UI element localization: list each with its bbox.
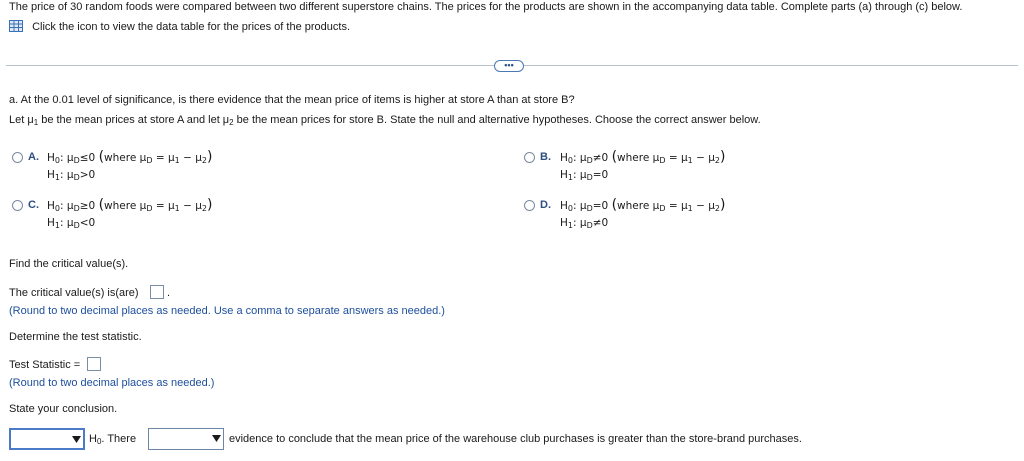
data-table-icon[interactable] (9, 20, 23, 32)
option-d-letter[interactable]: D. (540, 199, 551, 211)
part-a-instruction: Let $\mu_1$ be the mean prices at store A and let $\mu_2$ be the mean prices for store B. State the null and alternative hypotheses. Choose the correct answer below. (9, 114, 761, 127)
option-c-h1[interactable]: $H_1$: $\mu_D<0$ (47, 217, 96, 230)
part-a-question: a. At the 0.01 level of significance, is there evidence that the mean price of items is higher at store A than at store B? (9, 94, 575, 106)
option-c-radio[interactable] (12, 200, 23, 211)
option-d-h0[interactable]: $H_0$: $\mu_D=0$ (where $\mu_D = \mu_1 - \mu_2$) (560, 197, 726, 213)
test-stat-prompt: Determine the test statistic. (9, 331, 142, 343)
option-a-letter[interactable]: A. (28, 151, 39, 163)
critical-suffix: . (167, 287, 171, 299)
reject-decision-dropdown[interactable] (9, 428, 85, 450)
option-a-h0[interactable]: $H_0$: $\mu_D\le 0$ (where $\mu_D = \mu_1 - \mu_2$) (47, 149, 213, 165)
expand-button[interactable]: ••• (494, 60, 524, 72)
evidence-dropdown[interactable] (148, 428, 224, 450)
option-a-h1[interactable]: $H_1$: $\mu_D>0$ (47, 169, 96, 182)
option-c-h0[interactable]: $H_0$: $\mu_D\ge 0$ (where $\mu_D = \mu_1 - \mu_2$) (47, 197, 213, 213)
critical-value-input[interactable] (150, 285, 164, 299)
option-d-radio[interactable] (524, 200, 535, 211)
test-stat-input[interactable] (87, 357, 101, 371)
conclusion-tail: evidence to conclude that the mean price of the warehouse club purchases is greater than the store-brand purchases. (229, 433, 802, 445)
conclusion-h0-text: $H_0$. There (89, 433, 137, 446)
chevron-down-icon[interactable] (71, 432, 82, 446)
option-b-letter[interactable]: B. (540, 151, 551, 163)
option-b-radio[interactable] (524, 152, 535, 163)
critical-hint: (Round to two decimal places as needed. Use a comma to separate answers as needed.) (9, 305, 445, 317)
option-d-h1[interactable]: $H_1$: $\mu_D\ne 0$ (560, 217, 609, 230)
option-b-h0[interactable]: $H_0$: $\mu_D\ne 0$ (where $\mu_D = \mu_1 - \mu_2$) (560, 149, 726, 165)
test-stat-hint: (Round to two decimal places as needed.) (9, 377, 215, 389)
data-table-link[interactable] (9, 20, 350, 33)
option-c-letter[interactable]: C. (28, 199, 39, 211)
test-stat-label: Test Statistic = (9, 359, 81, 371)
data-table-link-text[interactable]: Click the icon to view the data table for the prices of the products. (32, 21, 351, 33)
conclusion-prompt: State your conclusion. (9, 403, 118, 415)
critical-prompt: Find the critical value(s). (9, 258, 129, 270)
option-a-radio[interactable] (12, 152, 23, 163)
chevron-down-icon[interactable] (211, 431, 222, 445)
option-b-h1[interactable]: $H_1$: $\mu_D=0$ (560, 169, 609, 182)
critical-label: The critical value(s) is(are) (9, 287, 139, 299)
intro-text: The price of 30 random foods were compared between two different superstore chains. The prices for the products are shown in the accompanying data table. Complete parts (a) through (c) below. (9, 1, 963, 13)
